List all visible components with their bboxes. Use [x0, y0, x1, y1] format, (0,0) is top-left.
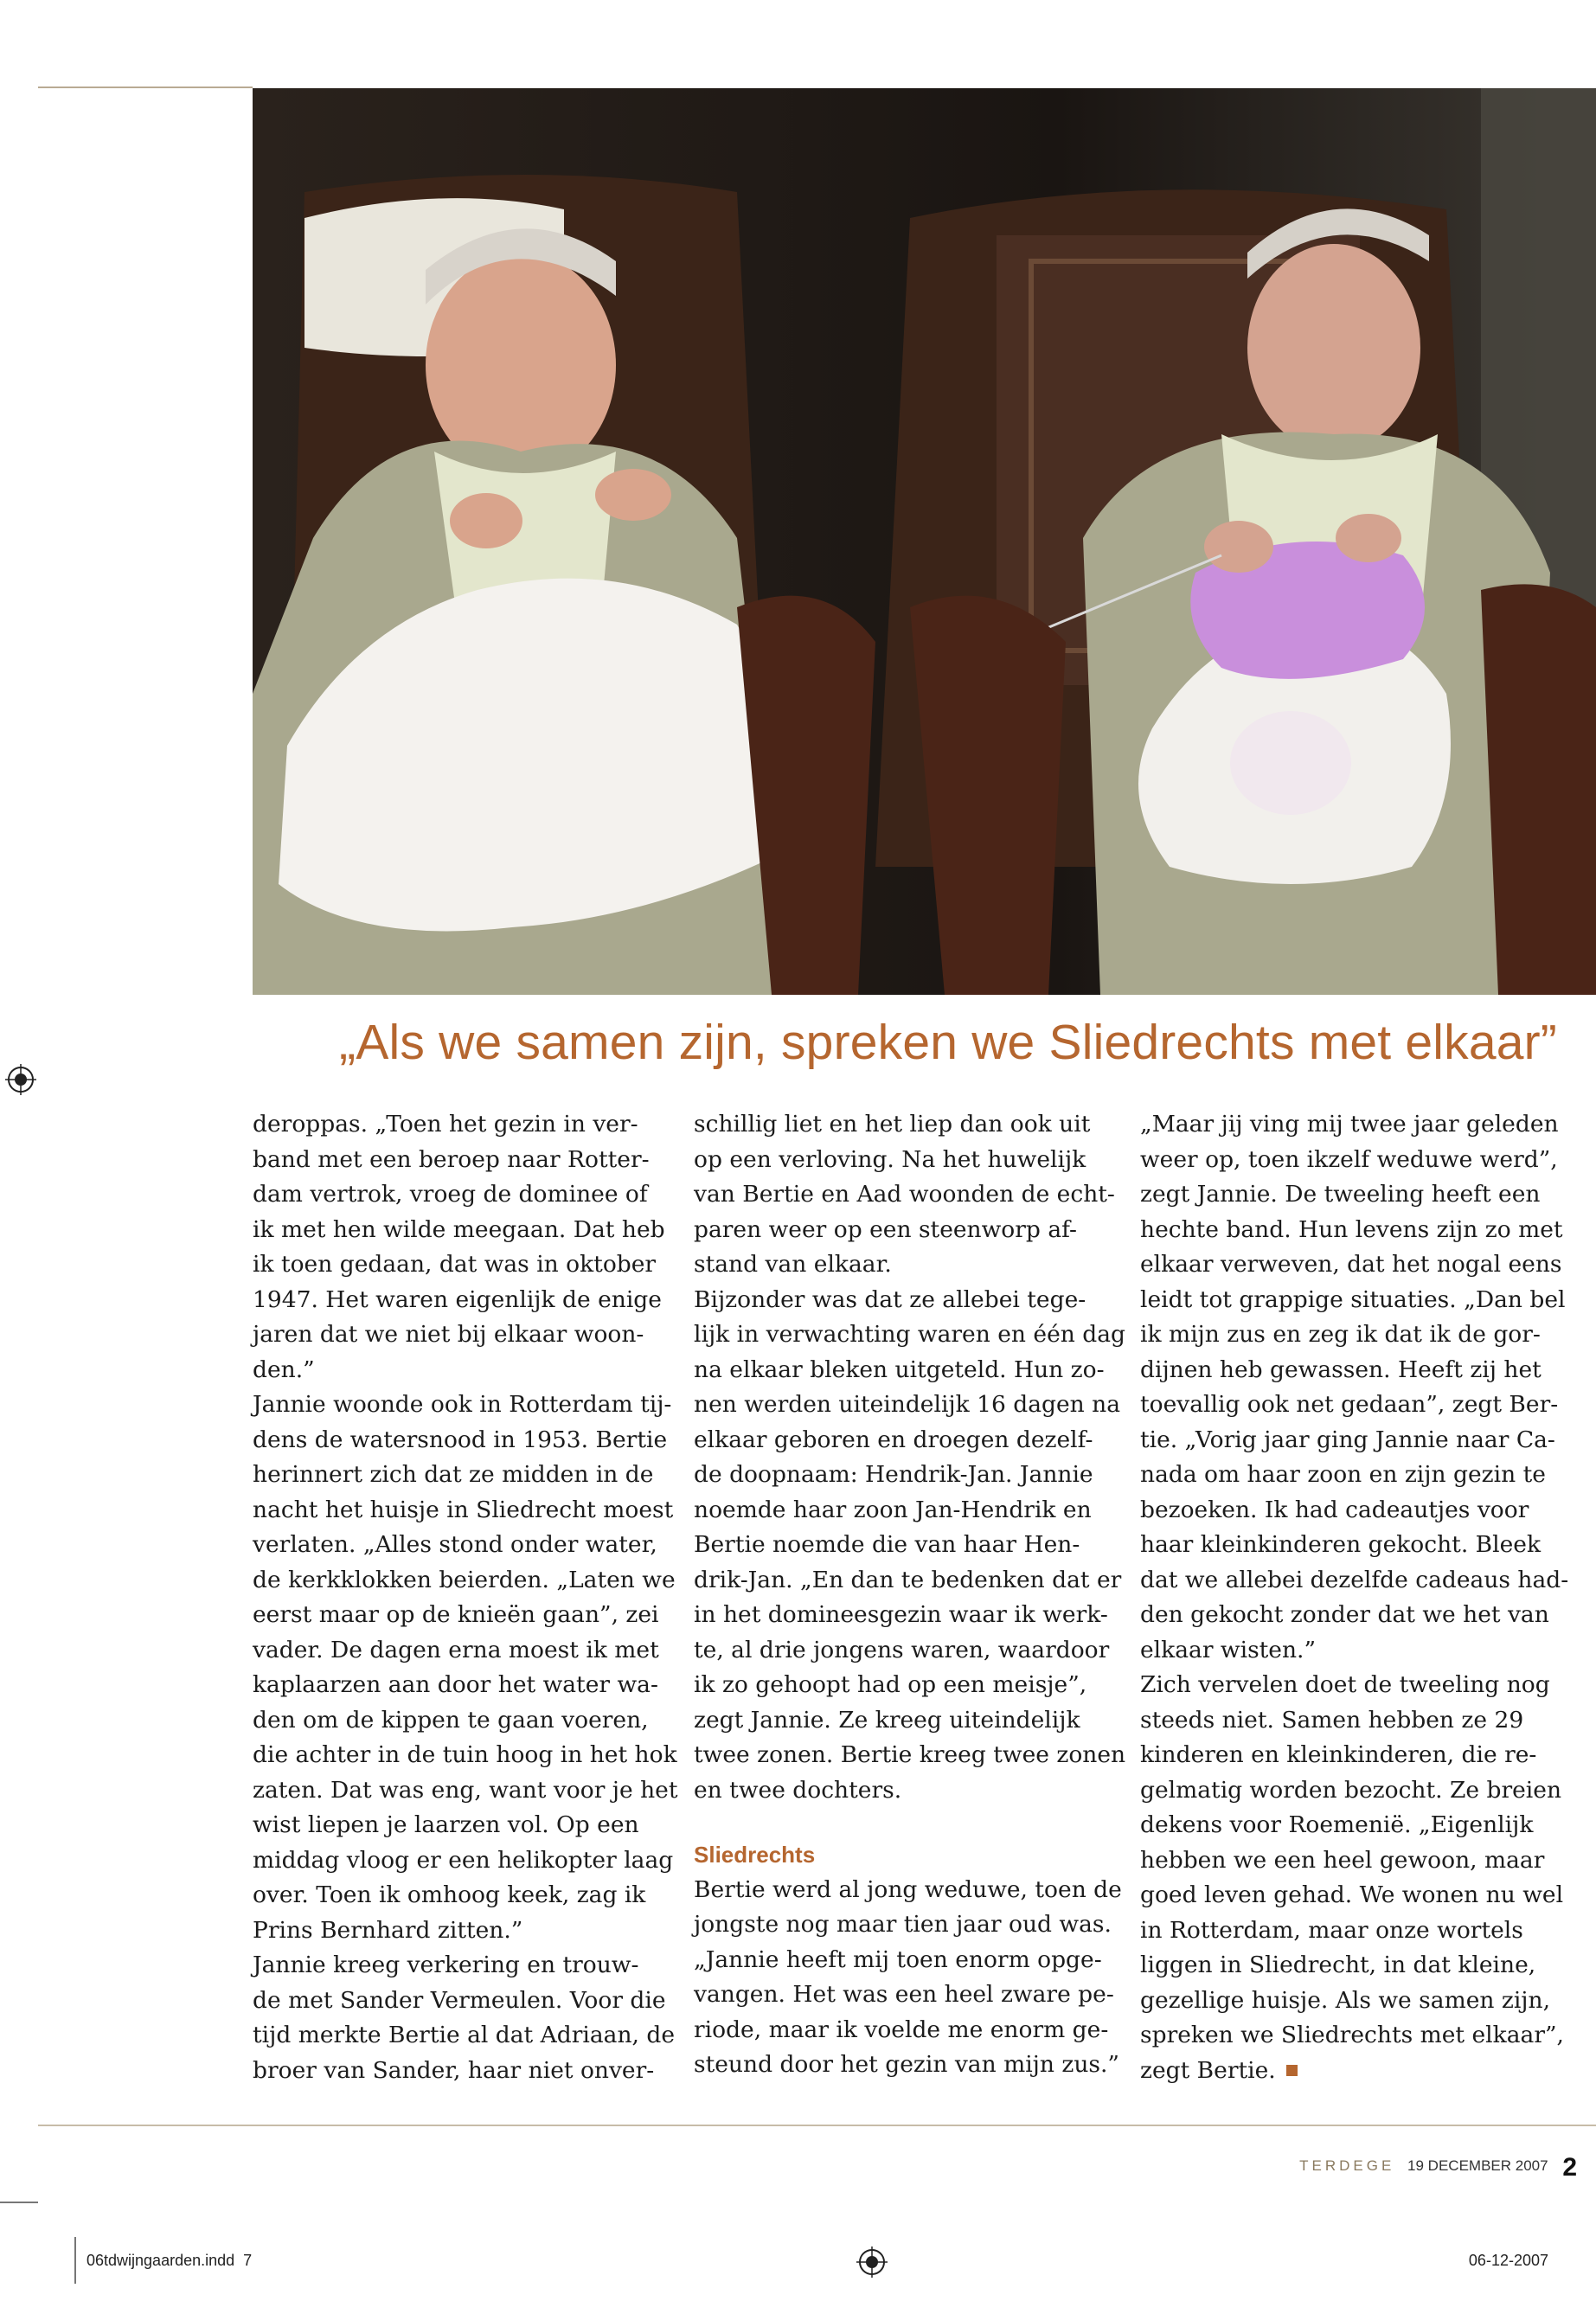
text-line: stand van elkaar.: [694, 1251, 892, 1278]
top-rule: [38, 87, 253, 88]
text-line: jaren dat we niet bij elkaar woon-: [253, 1321, 644, 1348]
slug-page: 7: [243, 2252, 253, 2269]
text-line: kinderen en kleinkinderen, die re-: [1140, 1741, 1537, 1768]
text-line: elkaar verweven, dat het nogal eens: [1140, 1251, 1562, 1278]
text-line: vangen. Het was een heel zware pe-: [694, 1981, 1114, 2008]
text-line: tijd merkte Bertie al dat Adriaan, de: [253, 2022, 676, 2048]
text-line: hebben we een heel gewoon, maar: [1140, 1846, 1545, 1874]
text-line: zaten. Dat was eng, want voor je het: [253, 1776, 678, 1804]
text-line: en twee dochters.: [694, 1776, 902, 1804]
crop-mark: [0, 2202, 38, 2203]
text-line: steund door het gezin van mijn zus.”: [694, 2051, 1119, 2078]
text-line: op een verloving. Na het huwelijk: [694, 1145, 1086, 1173]
registration-mark-icon: [856, 2247, 888, 2278]
text-column-3: [1140, 1107, 1569, 2088]
text-line: verlaten. „Alles stond onder water,: [253, 1531, 657, 1558]
text-line: dens de watersnood in 1953. Bertie: [253, 1426, 668, 1453]
bottom-rule: [38, 2125, 1596, 2126]
section-subhead: Sliedrechts: [694, 1842, 816, 1868]
text-line: nen werden uiteindelijk 16 dagen na: [694, 1391, 1121, 1418]
text-column-2: [694, 1107, 1126, 2083]
text-line: de doopnaam: Hendrik-Jan. Jannie: [694, 1461, 1093, 1488]
text-line: dat we allebei dezelfde cadeaus had-: [1140, 1566, 1569, 1593]
text-line: Bertie werd al jong weduwe, toen de: [694, 1875, 1122, 1903]
text-line: zegt Jannie. De tweeling heeft een: [1140, 1181, 1541, 1208]
text-line: kaplaarzen aan door het water wa-: [253, 1671, 658, 1698]
text-line: steeds niet. Samen hebben ze 29: [1140, 1706, 1524, 1734]
page-number: 2: [1562, 2153, 1577, 2182]
text-line: dekens voor Roemenië. „Eigenlijk: [1140, 1811, 1534, 1838]
text-line: hechte band. Hun levens zijn zo met: [1140, 1215, 1563, 1243]
text-column-1: [253, 1107, 678, 2088]
crop-mark-vertical: [74, 2237, 76, 2284]
text-line: te, al drie jongens waren, waardoor: [694, 1636, 1110, 1663]
twins-knitting-illustration: [253, 88, 1596, 995]
text-line: broer van Sander, haar niet onver-: [253, 2056, 655, 2084]
text-line: drik-Jan. „En dan te bedenken dat er: [694, 1566, 1122, 1593]
text-line: leidt tot grappige situaties. „Dan bel: [1140, 1285, 1566, 1313]
text-line: schillig liet en het liep dan ook uit: [694, 1111, 1091, 1138]
text-line: lijk in verwachting waren en één dag: [694, 1321, 1125, 1348]
text-line: over. Toen ik omhoog keek, zag ik: [253, 1881, 646, 1908]
text-line: weer op, toen ikzelf weduwe werd”,: [1140, 1145, 1558, 1173]
text-line: zegt Bertie.: [1140, 2054, 1547, 2089]
text-line: na elkaar bleken uitgeteld. Hun zo-: [694, 1356, 1105, 1383]
text-line: dijnen heb gewassen. Heeft zij het: [1140, 1356, 1542, 1383]
text-line: den om de kippen te gaan voeren,: [253, 1706, 649, 1734]
text-line: die achter in de tuin hoog in het hok: [253, 1741, 677, 1768]
text-line: band met een beroep naar Rotter-: [253, 1145, 650, 1173]
text-line: ik zo gehoopt had op een meisje”,: [694, 1671, 1087, 1698]
text-line: toevallig ook net gedaan”, zegt Ber-: [1140, 1391, 1559, 1418]
text-line: elkaar wisten.”: [1140, 1636, 1317, 1663]
text-line: den.”: [253, 1356, 315, 1383]
text-line: nada om haar zoon en zijn gezin te: [1140, 1461, 1546, 1488]
text-line: spreken we Sliedrechts met elkaar”,: [1140, 2022, 1564, 2048]
text-line: eerst maar op de knieën gaan”, zei: [253, 1601, 659, 1628]
text-line: bezoeken. Ik had cadeautjes voor: [1140, 1496, 1529, 1523]
text-line: deroppas. „Toen het gezin in ver-: [253, 1111, 638, 1138]
magazine-name: TERDEGE: [1299, 2157, 1395, 2174]
text-line: ik mijn zus en zeg ik dat ik de gor-: [1140, 1321, 1541, 1348]
text-line: gezellige huisje. Als we samen zijn,: [1140, 1986, 1551, 2014]
text-line: ik toen gedaan, dat was in oktober: [253, 1251, 657, 1278]
text-line: in het domineesgezin waar ik werk-: [694, 1601, 1108, 1628]
text-line: gelmatig worden bezocht. Ze breien: [1140, 1776, 1562, 1804]
text-line: zegt Jannie. Ze kreeg uiteindelijk: [694, 1706, 1080, 1734]
text-line: den gekocht zonder dat we het van: [1140, 1601, 1549, 1628]
issue-date: 19 DECEMBER 2007: [1407, 2157, 1548, 2174]
slug-date: 06-12-2007: [1468, 2252, 1548, 2269]
text-line: liggen in Sliedrecht, in dat kleine,: [1140, 1952, 1536, 1978]
text-line: Jannie kreeg verkering en trouw-: [253, 1952, 639, 1978]
text-line: wist liepen je laarzen vol. Op een: [253, 1811, 639, 1838]
text-line: ik met hen wilde meegaan. Dat heb: [253, 1215, 665, 1243]
slug-file-info: [87, 2252, 252, 2270]
article-photo: [253, 88, 1596, 995]
text-line: de met Sander Vermeulen. Voor die: [253, 1986, 666, 2014]
registration-mark-icon: [5, 1064, 36, 1095]
text-line: tie. „Vorig jaar ging Jannie naar Ca-: [1140, 1426, 1555, 1453]
text-line: vader. De dagen erna moest ik met: [253, 1636, 659, 1663]
text-line: twee zonen. Bertie kreeg twee zonen: [694, 1741, 1126, 1768]
text-line: van Bertie en Aad woonden de echt-: [694, 1181, 1115, 1208]
text-line: dam vertrok, vroeg de dominee of: [253, 1181, 648, 1208]
text-line: paren weer op een steenworp af-: [694, 1215, 1077, 1243]
slug-file-name: 06tdwijngaarden.indd: [87, 2252, 235, 2269]
pull-quote: „Als we samen zijn, spreken we Sliedrechts met elkaar”: [339, 1015, 1557, 1070]
text-line: Zich vervelen doet de tweeling nog: [1140, 1671, 1550, 1698]
text-line: in Rotterdam, maar onze wortels: [1140, 1916, 1523, 1944]
page-footer: [1299, 2153, 1577, 2182]
text-line: nacht het huisje in Sliedrecht moest: [253, 1496, 674, 1523]
text-line: 1947. Het waren eigenlijk de enige: [253, 1285, 662, 1313]
text-line: goed leven gehad. We wonen nu wel: [1140, 1881, 1564, 1908]
text-line: „Maar jij ving mij twee jaar geleden: [1140, 1111, 1559, 1138]
text-line: Prins Bernhard zitten.”: [253, 1916, 523, 1944]
text-line: herinnert zich dat ze midden in de: [253, 1461, 654, 1488]
text-line: Bertie noemde die van haar Hen-: [694, 1531, 1080, 1558]
end-of-article-icon: [1286, 2065, 1298, 2076]
text-line: Bijzonder was dat ze allebei tege-: [694, 1285, 1086, 1313]
text-line: riode, maar ik voelde me enorm ge-: [694, 2016, 1109, 2043]
text-line: jongste nog maar tien jaar oud was.: [694, 1911, 1112, 1938]
text-line: Jannie woonde ook in Rotterdam tij-: [253, 1391, 672, 1418]
text-line: „Jannie heeft mij toen enorm opge-: [694, 1945, 1102, 1973]
text-line: de kerkklokken beierden. „Laten we: [253, 1566, 676, 1593]
text-line: noemde haar zoon Jan-Hendrik en: [694, 1496, 1092, 1523]
text-line: elkaar geboren en droegen dezelf-: [694, 1426, 1093, 1453]
text-line: haar kleinkinderen gekocht. Bleek: [1140, 1531, 1542, 1558]
text-line: middag vloog er een helikopter laag: [253, 1846, 674, 1874]
